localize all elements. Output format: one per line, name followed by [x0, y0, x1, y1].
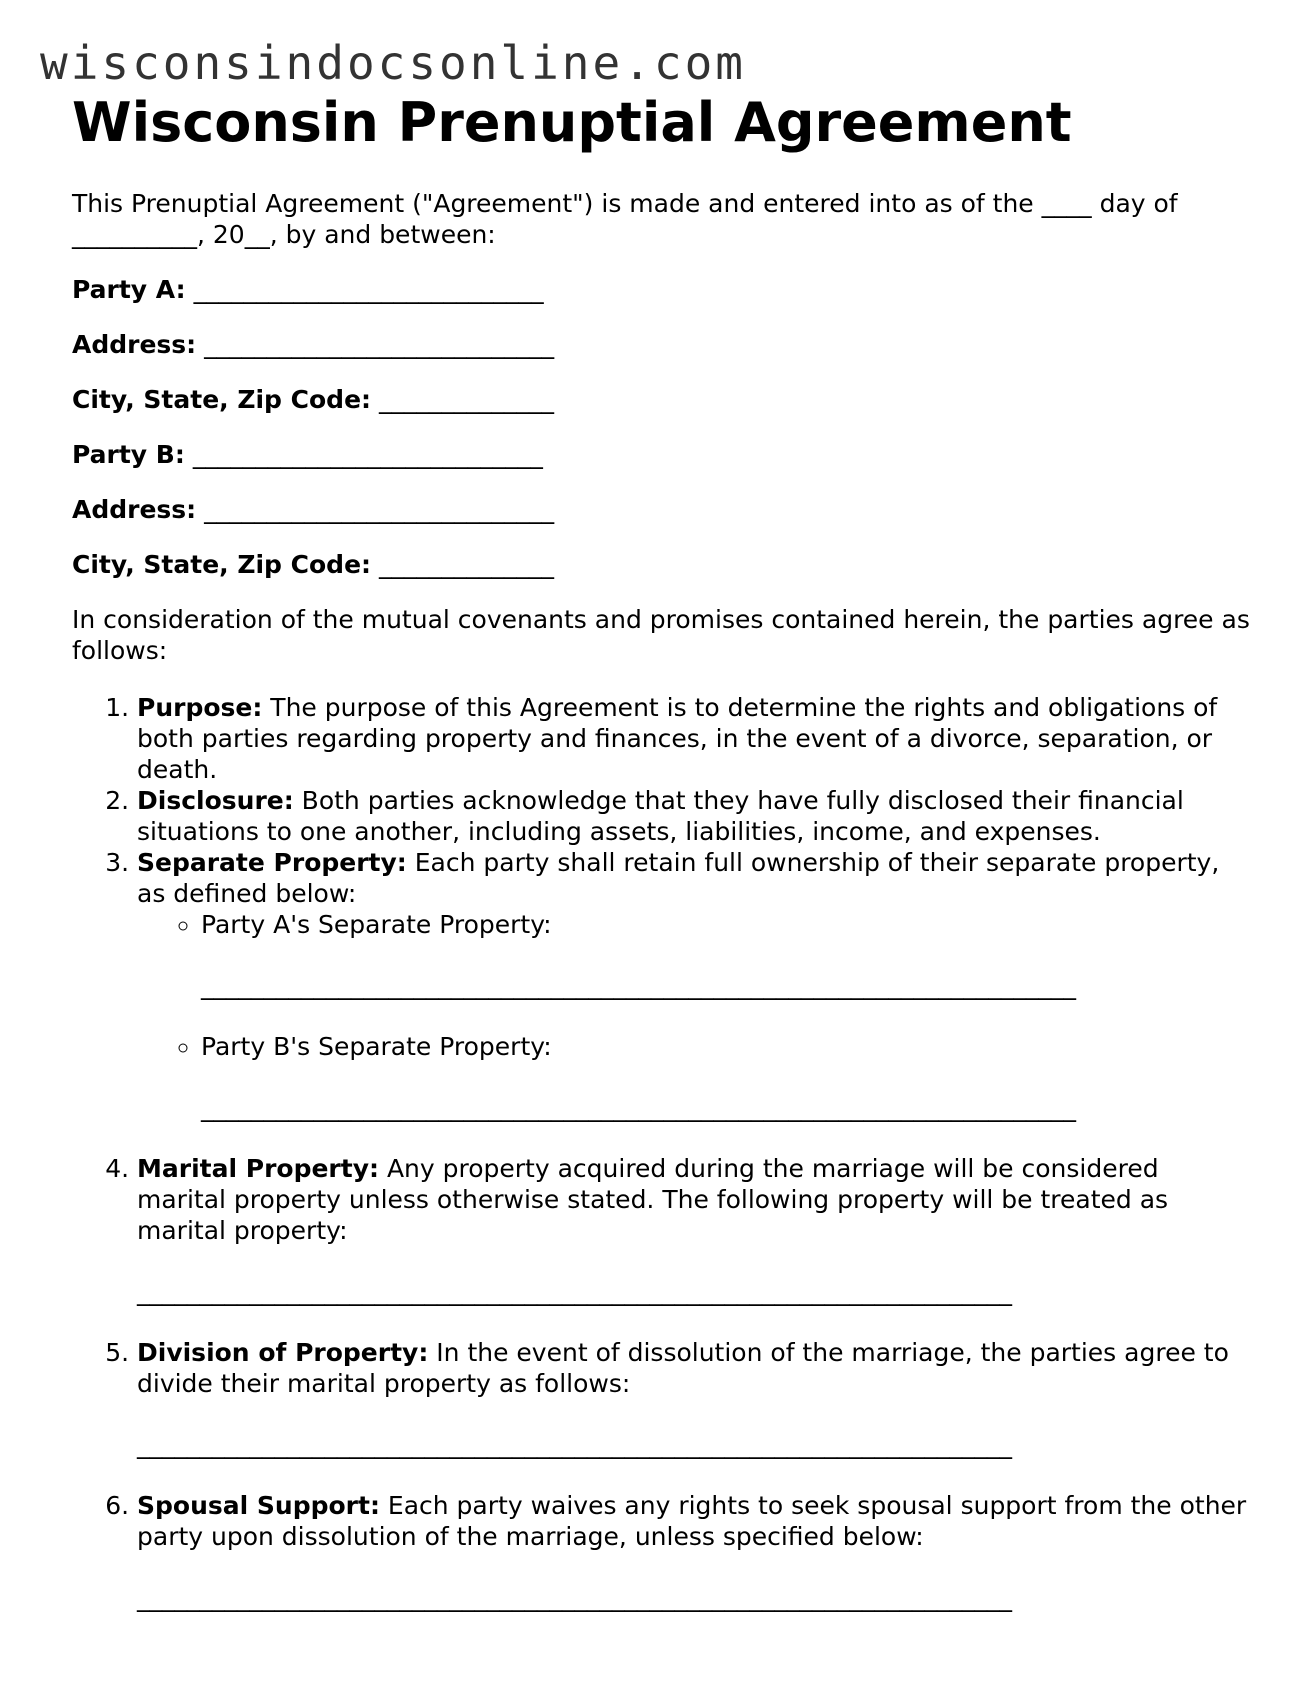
clause-division-of-property: [137, 1337, 1252, 1460]
fill-in-blank: ______________________________________________________________________: [201, 1093, 1076, 1123]
field-label: City, State, Zip Code:: [72, 385, 372, 415]
fill-in-blank: ______________: [378, 550, 554, 580]
clause-heading: Purpose:: [137, 693, 263, 723]
field-label: Party B:: [72, 440, 185, 470]
clause-heading: Spousal Support:: [137, 1491, 380, 1521]
clause-text: Any property acquired during the marriage will be considered marital property unless otherwise stated. The following property will be treated as marital property:: [137, 1154, 1169, 1246]
fill-in-blank: ______________________________________________________________________: [137, 1277, 1012, 1307]
intro-paragraph: This Prenuptial Agreement ("Agreement") is made and entered into as of the ____ day of __________, 20__, by and between:: [72, 189, 1178, 250]
field-label: Party A:: [72, 275, 186, 305]
party-a-address-field: [72, 329, 1252, 360]
document-page: [72, 92, 1252, 1643]
watermark: wisconsindocsonline.com: [40, 36, 746, 90]
clause-separate-property: [137, 847, 1252, 1123]
clause-disclosure: [137, 785, 1252, 847]
clause-text: Each party shall retain full ownership of their separate property, as defined below:: [137, 848, 1220, 909]
fill-in-blank: ____________________________: [192, 440, 543, 470]
document-title: Wisconsin Prenuptial Agreement: [72, 91, 1072, 154]
party-b-separate-property: [201, 1031, 1252, 1123]
party-a-city-field: [72, 384, 1252, 415]
clause-heading: Marital Property:: [137, 1154, 379, 1184]
clause-text: The purpose of this Agreement is to determine the rights and obligations of both parties regarding property and finances, in the event of a divorce, separation, or death.: [137, 693, 1218, 785]
clause-heading: Separate Property:: [137, 848, 407, 878]
field-label: Address:: [72, 495, 197, 525]
clause-text: Each party waives any rights to seek spousal support from the other party upon dissolution of the marriage, unless specified below:: [137, 1491, 1247, 1552]
fill-in-blank: ______________________________________________________________________: [137, 1430, 1012, 1460]
clause-text: In the event of dissolution of the marriage, the parties agree to divide their marital property as follows:: [137, 1338, 1229, 1399]
sub-label: Party A's Separate Property:: [201, 910, 552, 940]
clause-purpose: [137, 692, 1252, 785]
clause-heading: Disclosure:: [137, 786, 294, 816]
fill-in-blank: ______________________________________________________________________: [201, 971, 1076, 1001]
field-label: Address:: [72, 330, 197, 360]
clause-heading: Division of Property:: [137, 1338, 429, 1368]
clause-text: Both parties acknowledge that they have fully disclosed their financial situations to one another, including assets, liabilities, income, and expenses.: [137, 786, 1184, 847]
party-a-separate-property: [201, 909, 1252, 1001]
field-label: City, State, Zip Code:: [72, 550, 372, 580]
party-b-city-field: [72, 549, 1252, 580]
party-b-field: [72, 439, 1252, 470]
fill-in-blank: ____________________________: [204, 495, 555, 525]
clause-list: [72, 692, 1252, 1613]
party-a-field: [72, 274, 1252, 305]
fill-in-blank: ____________________________: [193, 275, 544, 305]
clause-spousal-support: [137, 1490, 1252, 1613]
consideration-paragraph: In consideration of the mutual covenants and promises contained herein, the parties agree as follows:: [72, 605, 1250, 666]
fill-in-blank: ______________: [378, 385, 554, 415]
fill-in-blank: ____________________________: [204, 330, 555, 360]
sub-label: Party B's Separate Property:: [201, 1032, 552, 1062]
separate-property-list: [137, 909, 1252, 1123]
clause-marital-property: [137, 1153, 1252, 1307]
party-b-address-field: [72, 494, 1252, 525]
fill-in-blank: ______________________________________________________________________: [137, 1583, 1012, 1613]
